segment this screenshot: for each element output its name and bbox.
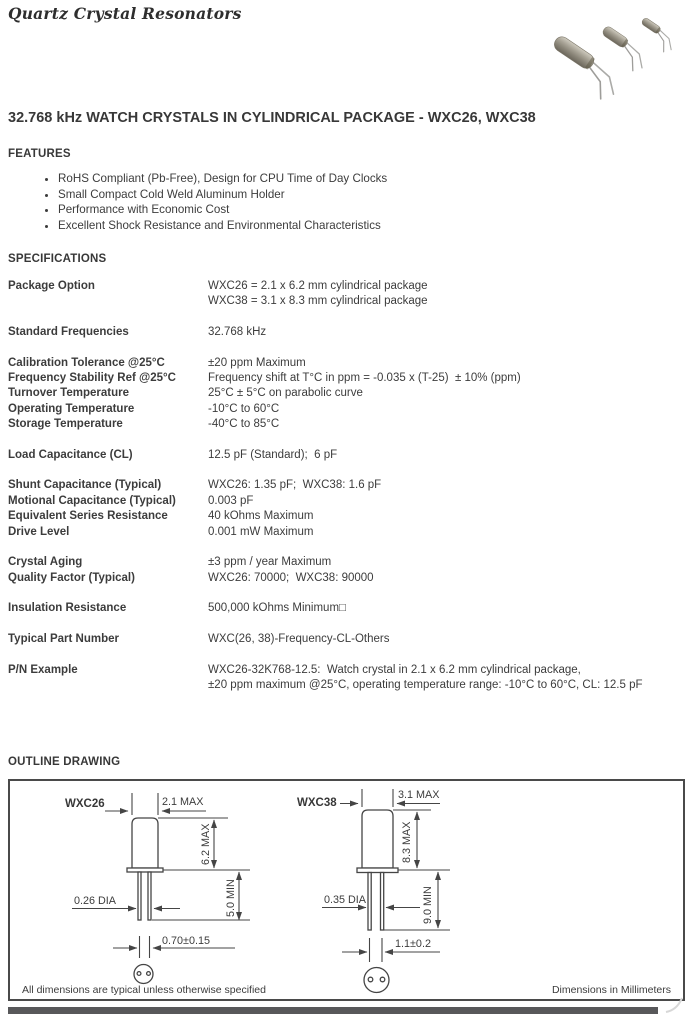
wxc26-label: WXC26 <box>65 798 105 810</box>
spec-group <box>8 478 687 539</box>
spec-value: WXC26-32K768-12.5: Watch crystal in 2.1 x 6.2 mm cylindrical package, <box>208 663 581 676</box>
wxc26-flange <box>127 868 163 872</box>
spec-value: WXC(26, 38)-Frequency-CL-Others <box>208 632 390 645</box>
wxc26-lead-dia-dim: 0.26 DIA <box>74 895 117 907</box>
page-title: 32.768 kHz WATCH CRYSTALS IN CYLINDRICAL PACKAGE - WXC26, WXC38 <box>8 110 536 126</box>
product-photo <box>543 4 693 104</box>
wxc38-lead-right <box>381 873 384 931</box>
spec-label: Equivalent Series Resistance <box>8 510 168 523</box>
wxc26-width-dim: 2.1 MAX <box>162 796 204 808</box>
spec-row <box>8 601 687 616</box>
spec-value: 500,000 kOhms Minimum□ <box>208 602 346 615</box>
spec-row <box>8 356 687 371</box>
brand-title: Quartz Crystal Resonators <box>8 4 242 23</box>
spec-label: Shunt Capacitance (Typical) <box>8 479 162 492</box>
spec-row <box>8 417 687 432</box>
outline-drawing-heading: OUTLINE DRAWING <box>8 756 121 768</box>
spec-row <box>8 279 687 310</box>
spec-value: WXC26: 1.35 pF; WXC38: 1.6 pF <box>208 479 382 492</box>
spec-label: Quality Factor (Typical) <box>8 571 135 584</box>
spec-label: Storage Temperature <box>8 418 123 431</box>
spec-value: 32.768 kHz <box>208 326 267 339</box>
spec-label: Insulation Resistance <box>8 602 127 615</box>
feature-item: • RoHS Compliant (Pb-Free), Design for CPU Time of Day Clocks <box>58 171 387 187</box>
spec-row <box>8 371 687 386</box>
spec-value: -40°C to 85°C <box>208 418 280 431</box>
wxc26-lead-dim: 5.0 MIN <box>225 879 237 917</box>
spec-group <box>8 325 687 340</box>
spec-group <box>8 356 687 433</box>
spec-label: Operating Temperature <box>8 402 135 415</box>
outline-note-right: Dimensions in Millimeters <box>551 984 671 996</box>
spec-label: Drive Level <box>8 525 70 538</box>
spec-row <box>8 494 687 509</box>
feature-item: • Performance with Economic Cost <box>58 202 387 218</box>
spec-group <box>8 663 687 694</box>
feature-item: • Excellent Shock Resistance and Environmental Characteristics <box>58 218 387 234</box>
spec-row <box>8 448 687 463</box>
spec-value: WXC38 = 3.1 x 8.3 mm cylindrical package <box>208 295 428 308</box>
spec-row <box>8 525 687 540</box>
spec-label: Turnover Temperature <box>8 387 129 400</box>
spec-label: Frequency Stability Ref @25°C <box>8 372 176 385</box>
spec-value: 25°C ± 5°C on parabolic curve <box>208 387 363 400</box>
wxc38-lead-left <box>368 873 371 931</box>
feature-item: • Small Compact Cold Weld Aluminum Holder <box>58 187 387 203</box>
spec-label: Load Capacitance (CL) <box>8 448 133 461</box>
crystal-medium <box>594 25 651 74</box>
footer-swoosh <box>664 995 692 1014</box>
spec-row <box>8 509 687 524</box>
outline-drawing-box <box>8 779 685 1001</box>
wxc38-width-dim: 3.1 MAX <box>398 789 440 801</box>
spec-value: 0.003 pF <box>208 494 254 507</box>
wxc38-drawing <box>297 789 450 993</box>
wxc38-lead-spacing-dim: 1.1±0.2 <box>395 938 431 950</box>
spec-row <box>8 402 687 417</box>
spec-label: P/N Example <box>8 663 78 676</box>
wxc38-lead-dia-dim: 0.35 DIA <box>324 894 367 906</box>
spec-label: Motional Capacitance (Typical) <box>8 494 176 507</box>
spec-group <box>8 601 687 616</box>
crystal-large <box>543 34 625 103</box>
wxc38-lead-dim: 9.0 MIN <box>422 886 434 924</box>
spec-row <box>8 632 687 647</box>
wxc26-lead-right <box>148 872 151 920</box>
wxc26-body-dim: 6.2 MAX <box>200 823 212 865</box>
spec-label: Standard Frequencies <box>8 326 129 339</box>
crystal-small <box>635 17 679 55</box>
spec-row <box>8 478 687 493</box>
spec-group <box>8 555 687 586</box>
wxc38-label: WXC38 <box>297 797 337 809</box>
spec-group <box>8 279 687 310</box>
wxc38-body-dim: 8.3 MAX <box>401 821 413 863</box>
spec-group <box>8 448 687 463</box>
specifications-heading: SPECIFICATIONS <box>8 253 107 265</box>
spec-label: Crystal Aging <box>8 556 83 569</box>
outline-drawing <box>10 781 683 999</box>
spec-row <box>8 325 687 340</box>
spec-group <box>8 632 687 647</box>
spec-row <box>8 571 687 586</box>
features-list <box>0 171 387 233</box>
spec-value: ±20 ppm maximum @25°C, operating temperature range: -10°C to 60°C, CL: 12.5 pF <box>208 678 643 691</box>
spec-value: WXC26: 70000; WXC38: 90000 <box>208 571 374 584</box>
outline-note-left: All dimensions are typical unless otherwise specified <box>22 984 266 996</box>
spec-value: Frequency shift at T°C in ppm = -0.035 x (T-25) ± 10% (ppm) <box>208 372 521 385</box>
spec-value: -10°C to 60°C <box>208 402 280 415</box>
spec-value: 12.5 pF (Standard); 6 pF <box>208 448 338 461</box>
specifications-table <box>8 279 687 709</box>
spec-label: Calibration Tolerance @25°C <box>8 356 165 369</box>
spec-label: Typical Part Number <box>8 632 119 645</box>
spec-value: ±20 ppm Maximum <box>208 356 306 369</box>
wxc26-drawing <box>65 793 250 984</box>
spec-value: 0.001 mW Maximum <box>208 525 314 538</box>
wxc38-flange <box>357 868 398 873</box>
spec-row <box>8 386 687 401</box>
footer-bar <box>8 1007 658 1014</box>
spec-value: 40 kOhms Maximum <box>208 510 314 523</box>
wxc26-body <box>132 818 158 868</box>
wxc26-lead-spacing-dim: 0.70±0.15 <box>162 935 210 947</box>
spec-row <box>8 663 687 694</box>
spec-value: ±3 ppm / year Maximum <box>208 556 332 569</box>
features-heading: FEATURES <box>8 148 71 160</box>
spec-value: WXC26 = 2.1 x 6.2 mm cylindrical package <box>208 280 428 292</box>
wxc26-lead-left <box>138 872 141 920</box>
wxc38-body <box>362 810 393 868</box>
spec-label: Package Option <box>8 280 95 292</box>
spec-row <box>8 555 687 570</box>
